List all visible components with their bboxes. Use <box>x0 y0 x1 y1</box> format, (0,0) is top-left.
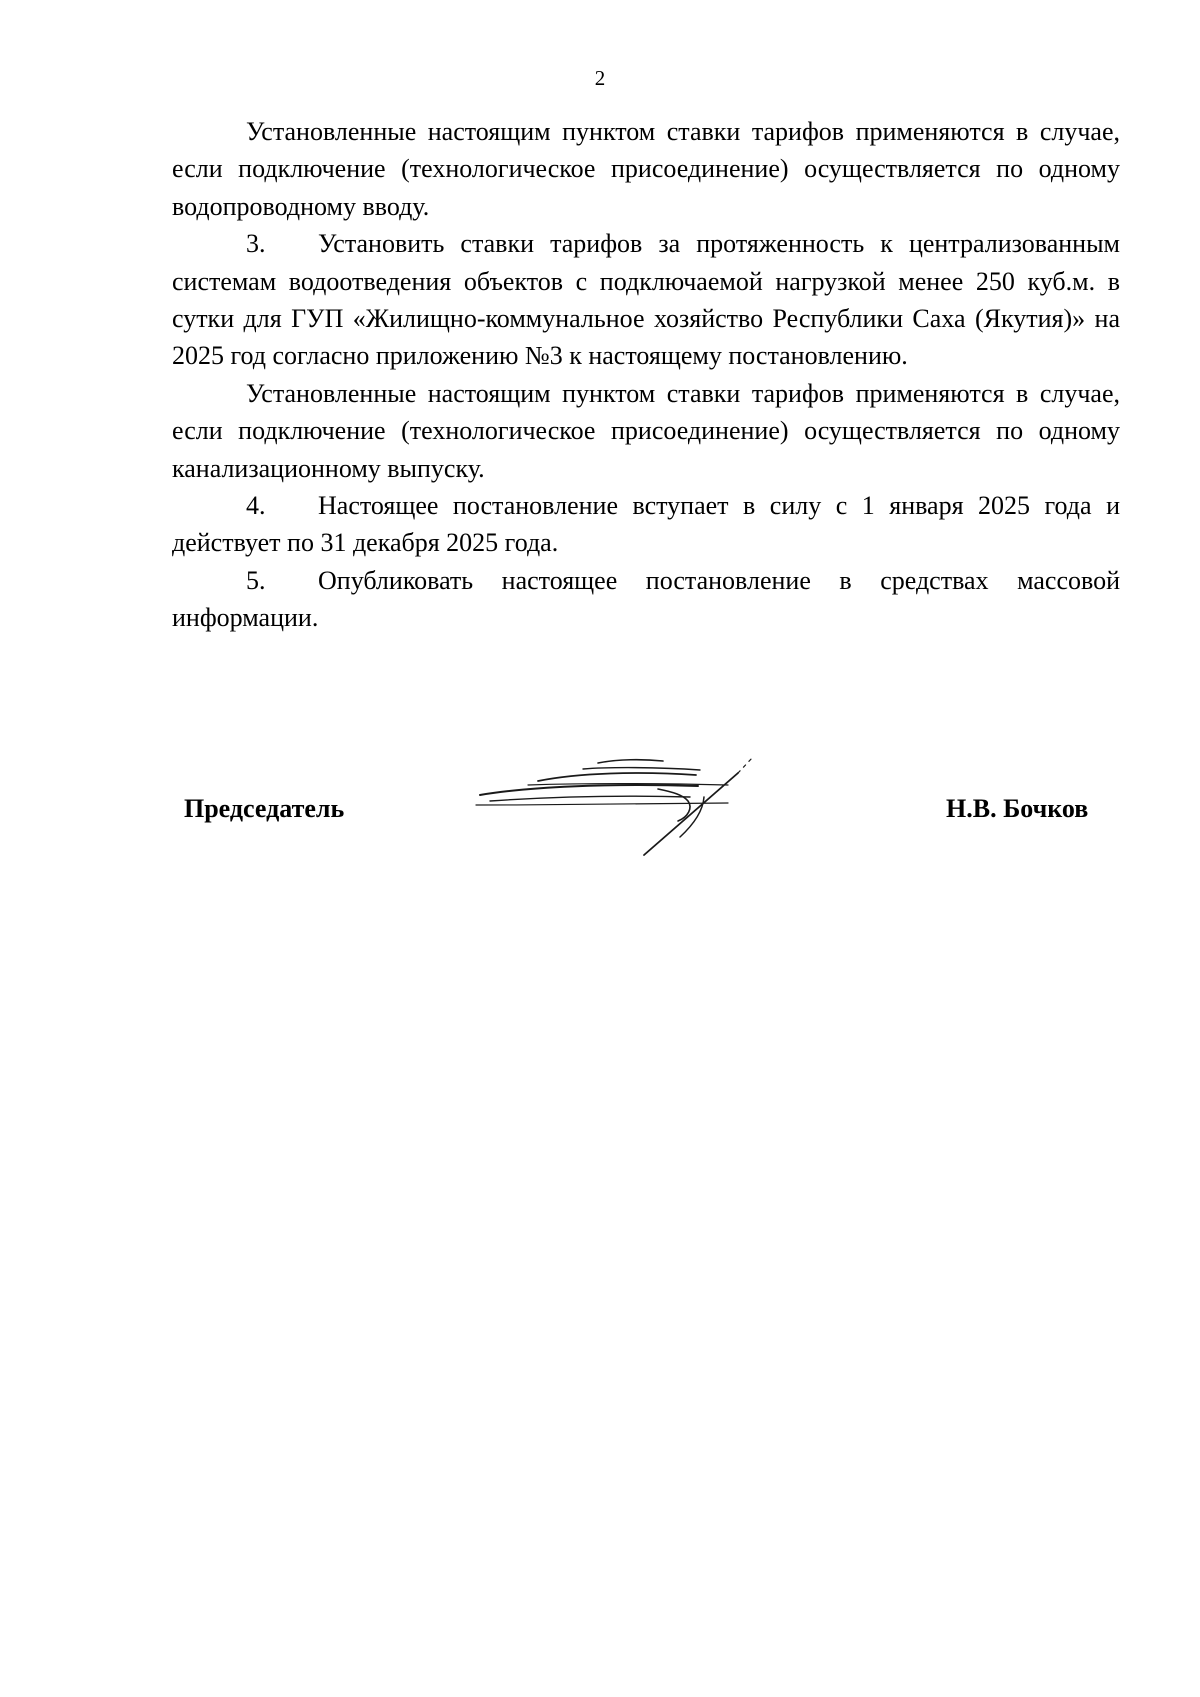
document-body <box>172 113 1120 637</box>
paragraph-item-3 <box>172 225 1120 375</box>
page-number: 2 <box>594 66 606 90</box>
paragraph-sewer-note <box>172 375 1120 487</box>
handwritten-signature-icon <box>468 745 788 865</box>
paragraph-item-4 <box>172 487 1120 562</box>
paragraph-text: Установленные настоящим пунктом ставки тарифов применяются в случае, если подключение (технологическое присоединение) осуществляется по одному водопроводному вводу. <box>172 117 1120 221</box>
paragraph-text: Установленные настоящим пунктом ставки тарифов применяются в случае, если подключение (технологическое присоединение) осуществляется по одному канализационному выпуску. <box>172 378 1120 483</box>
paragraph-text: Опубликовать настоящее постановление в средствах массовой информации. <box>172 565 1120 633</box>
paragraph-text: Настоящее постановление вступает в силу с 1 января 2025 года и действует по 31 декабря 2025 года. <box>172 491 1120 558</box>
paragraph-water-note <box>172 113 1120 225</box>
signatory-title: Председатель <box>184 794 345 823</box>
signature-block <box>0 770 1200 870</box>
item-number: 3. <box>246 229 266 259</box>
item-number: 5. <box>246 565 266 595</box>
item-number: 4. <box>246 491 266 521</box>
paragraph-item-5 <box>172 562 1120 637</box>
signatory-name: Н.В. Бочков <box>946 794 1089 823</box>
paragraph-text: Установить ставки тарифов за протяженность к централизованным системам водоотведения объектов с подключаемой нагрузкой менее 250 куб.м. в сутки для ГУП «Жилищно-коммунальное хозяйство Республики Саха (Якутия)» на 2025 год согласно приложению №3 к настоящему постановлению. <box>172 229 1120 371</box>
